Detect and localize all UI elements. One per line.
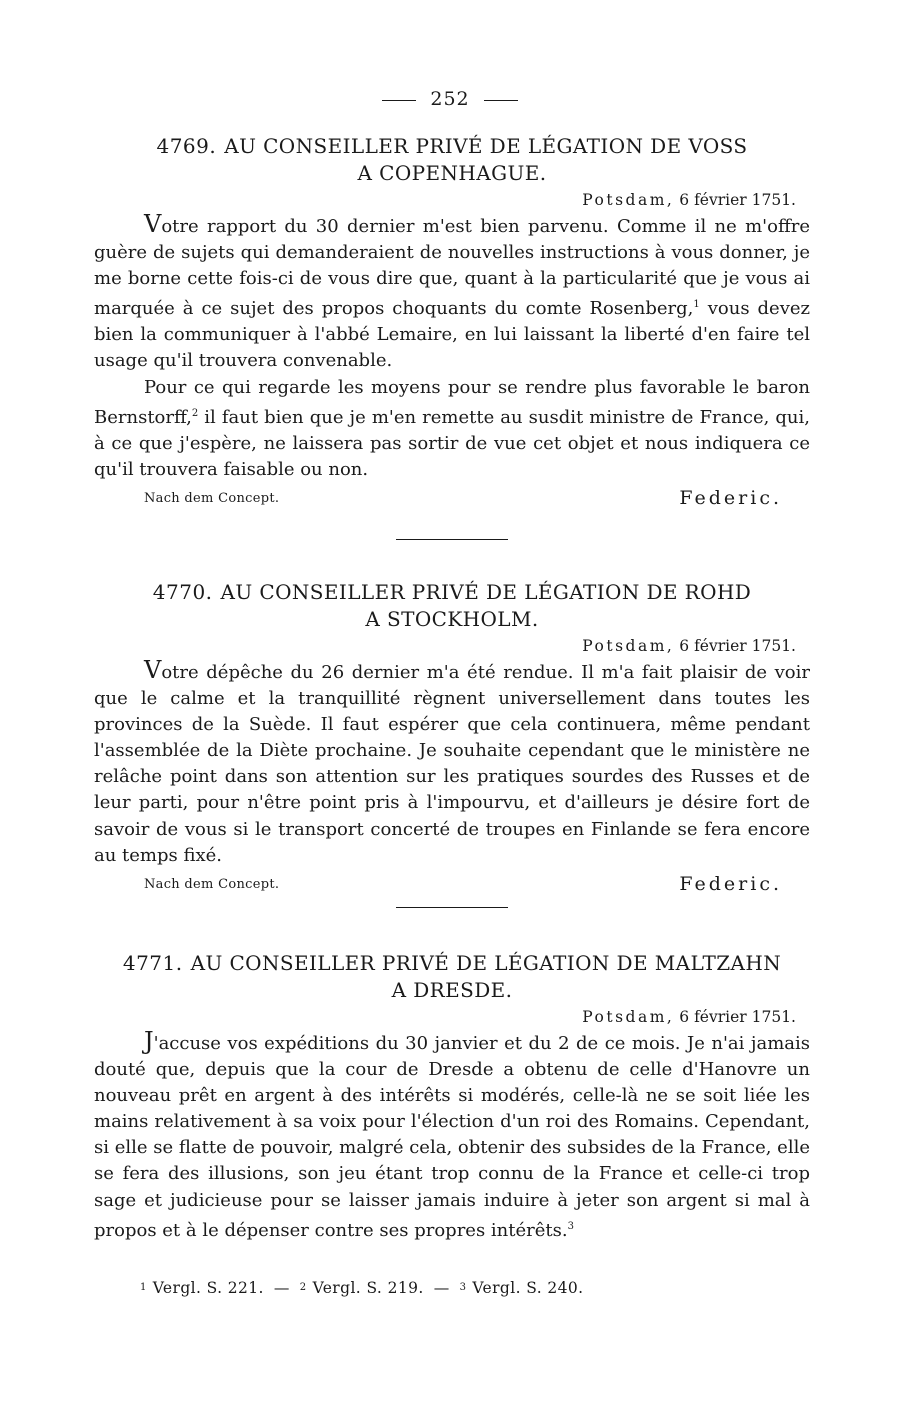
footnotes: $^1$ Vergl. S. 221. — $^2$ Vergl. S. 219. — $^3$ Vergl. S. 240.	[140, 1279, 584, 1297]
letter-closing	[94, 487, 810, 511]
recipient-place: A STOCKHOLM.	[365, 607, 539, 631]
letter-4770	[94, 579, 810, 897]
footnote-ref: 1	[693, 299, 700, 311]
letter-4771	[94, 950, 810, 1244]
section-divider	[396, 539, 508, 540]
source-note: Nach dem Concept.	[144, 876, 280, 892]
letter-heading	[94, 133, 810, 187]
letter-date: Potsdam, 6 février 1751.	[582, 1008, 796, 1026]
letter-date: Potsdam, 6 février 1751.	[582, 637, 796, 655]
recipient-line: AU CONSEILLER PRIVÉ DE LÉGATION DE VOSS	[224, 134, 748, 158]
section-divider	[396, 907, 508, 908]
letter-4769	[94, 133, 810, 511]
footnote: $^3$ Vergl. S. 240.	[459, 1279, 584, 1297]
footnote-ref: 3	[567, 1220, 574, 1232]
paragraph: Votre dépêche du 26 dernier m'a été rendue. Il m'a fait plaisir de voir que le calme et la tranquillité règnent universellement dans toutes les provinces de la Suède. Il faut espérer que cela continuera, même pendant l'assemblée de la Diète prochaine. Je souhaite cependant que le ministère ne relâche point dans son attention sur les pratiques sourdes des Russes et de leur parti, pour n'être point pris à l'impourvu, et d'ailleurs je désire fort de savoir de vous si le transport concerté de troupes en Finlande se fera encore au temps fixé.	[94, 656, 810, 866]
letter-date: Potsdam, 6 février 1751.	[582, 191, 796, 209]
letter-heading	[94, 579, 810, 633]
letter-number: 4771.	[122, 951, 183, 975]
letter-number: 4770.	[152, 580, 213, 604]
recipient-line: AU CONSEILLER PRIVÉ DE LÉGATION DE ROHD	[220, 580, 752, 604]
page-number-dash-right	[484, 100, 518, 101]
source-note: Nach dem Concept.	[144, 490, 280, 506]
page-number-dash-left	[382, 100, 416, 101]
signature: Federic.	[679, 872, 782, 895]
footnote: $^2$ Vergl. S. 219.	[299, 1279, 424, 1297]
letter-body	[94, 211, 810, 483]
letter-body	[94, 1028, 810, 1244]
signature: Federic.	[679, 486, 782, 509]
page-number: 252	[0, 88, 900, 110]
recipient-place: A COPENHAGUE.	[357, 161, 547, 185]
letter-heading	[94, 950, 810, 1004]
paragraph: J'accuse vos expéditions du 30 janvier et du 2 de ce mois. Je n'ai jamais douté que, depuis que la cour de Dresde a obtenu de celle d'Hanovre un nouveau prêt en argent à des intérêts si modérés, celle-là ne se soit liée les mains relativement à sa voix pour l'élection d'un roi des Romains. Cependant, si elle se flatte de pouvoir, malgré cela, obtenir des subsides de la France, elle se fera des illusions, son jeu étant trop connu de la France et celle-ci trop sage et judicieuse pour se laisser jamais induire à jeter son argent si mal à propos et à le dépenser contre ses propres intérêts.$^3$	[94, 1027, 810, 1241]
letter-number: 4769.	[156, 134, 217, 158]
footnote-ref: 2	[191, 407, 199, 419]
recipient-line: AU CONSEILLER PRIVÉ DE LÉGATION DE MALTZAHN	[190, 951, 782, 975]
recipient-place: A DRESDE.	[391, 978, 513, 1002]
paragraph: Pour ce qui regarde les moyens pour se rendre plus favorable le baron Bernstorff,$^2$ il faut bien que je m'en remette au susdit ministre de France, qui, à ce que j'espère, ne laissera pas sortir de vue cet objet et nous indiquera ce qu'il trouvera faisable ou non.	[94, 376, 810, 480]
footnote: $^1$ Vergl. S. 221.	[140, 1279, 264, 1297]
paragraph: Votre rapport du 30 dernier m'est bien parvenu. Comme il ne m'offre guère de sujets qui demanderaient de nouvelles instructions à vous donner, je me borne cette fois-ci de vous dire que, quant à la particularité que je vous ai marquée à ce sujet des propos choquants du comte Rosenberg,$^1$ vous devez bien la communiquer à l'abbé Lemaire, en lui laissant la liberté d'en faire tel usage qu'il trouvera convenable.	[94, 210, 810, 372]
letter-closing	[94, 873, 810, 897]
letter-body	[94, 657, 810, 869]
